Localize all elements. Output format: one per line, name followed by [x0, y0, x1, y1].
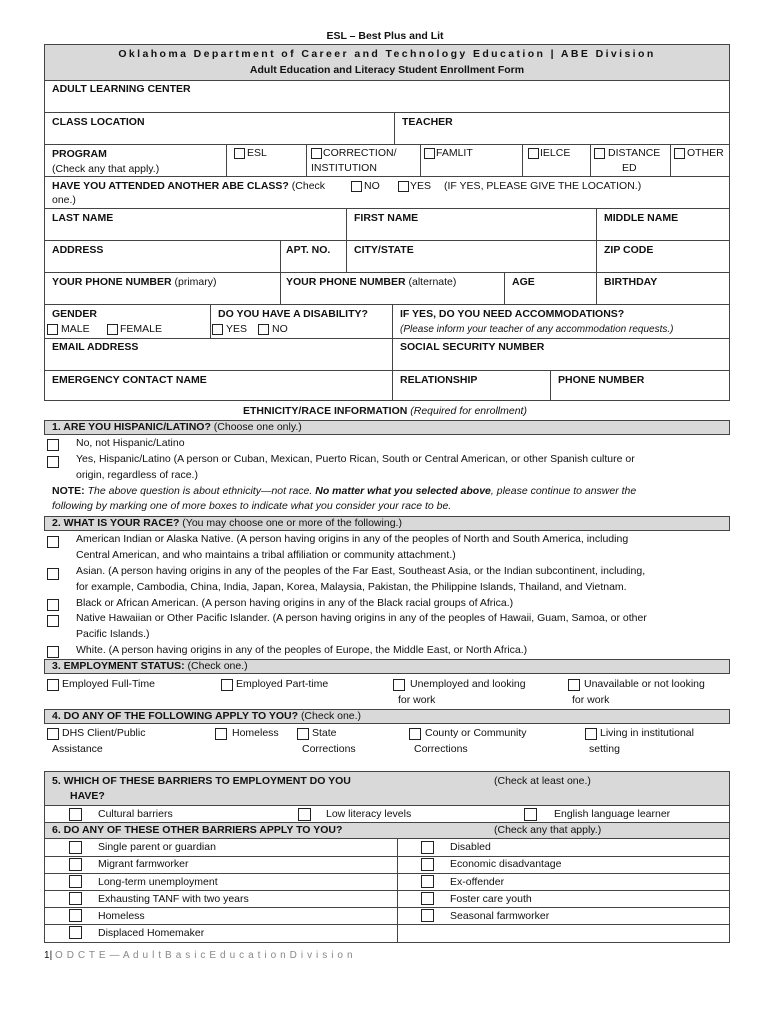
race-asian-label: Asian. (A person having origins in any of the peoples of the Far East, Southeast Asia, or the Indian subcontinent, including, — [76, 565, 646, 577]
document-title: ESL – Best Plus and Lit — [326, 30, 444, 42]
attended-label: HAVE YOU ATTENDED ANOTHER ABE CLASS? — [52, 180, 289, 192]
attended-location-note: (IF YES, PLEASE GIVE THE LOCATION.) — [444, 180, 642, 192]
english-learner-checkbox[interactable] — [524, 808, 537, 821]
footer-separator: | — [49, 950, 53, 961]
disability-no-label: NO — [272, 323, 288, 335]
q6-label: 6. DO ANY OF THESE OTHER BARRIERS APPLY TO YOU? — [52, 824, 343, 836]
race-pacific-islander-label: Native Hawaiian or Other Pacific Islander. (A person having origins in any of the peoples of Hawaii, Guam, Samoa, or other — [76, 612, 647, 624]
unavailable-label-cont: for work — [572, 694, 610, 706]
race-asian-label-cont: for example, Cambodia, China, India, Japan, Korea, Malaysia, Pakistan, the Philippine Islands, Thailand, and Vietnam. — [76, 581, 627, 593]
employed-full-time-label: Employed Full-Time — [62, 678, 155, 690]
unavailable-checkbox[interactable] — [568, 679, 580, 691]
race-asian-checkbox[interactable] — [47, 568, 59, 580]
form-name: Adult Education and Literacy Student Enrollment Form — [249, 64, 525, 76]
unemployed-looking-label: Unemployed and looking — [410, 678, 526, 690]
attended-no-label: NO — [364, 180, 380, 192]
q5-note: (Check at least one.) — [494, 775, 591, 787]
attended-yes-label: YES — [410, 180, 432, 192]
note-text-b: No matter what you selected above — [315, 485, 491, 497]
county-corrections-label-cont: Corrections — [414, 743, 468, 755]
ssn-label: SOCIAL SECURITY NUMBER — [400, 341, 545, 353]
program-label: PROGRAM — [52, 148, 107, 160]
page-number: 1 — [44, 950, 50, 961]
note-text-d: following by marking one of more boxes to indicate what you consider your race to be. — [52, 500, 452, 512]
distance-label: DISTANCE — [608, 147, 661, 159]
institutional-setting-checkbox[interactable] — [585, 728, 597, 740]
org-name: Oklahoma Department of Career and Technology Education | ABE Division — [118, 48, 656, 60]
ielce-checkbox[interactable] — [528, 148, 539, 159]
city-state-label: CITY/STATE — [354, 244, 414, 256]
economic-disadvantage-checkbox[interactable] — [421, 858, 434, 871]
female-checkbox[interactable] — [107, 324, 118, 335]
correction-checkbox[interactable] — [311, 148, 322, 159]
famlit-checkbox[interactable] — [424, 148, 435, 159]
low-literacy-checkbox[interactable] — [298, 808, 311, 821]
low-literacy-label: Low literacy levels — [326, 808, 412, 820]
disability-yes-label: YES — [226, 323, 248, 335]
race-american-indian-label-cont: Central American, and who maintains a tribal affiliation or community attachment.) — [76, 549, 456, 561]
county-corrections-label: County or Community — [425, 727, 527, 739]
cultural-barriers-label: Cultural barriers — [98, 808, 173, 820]
q3-label: 3. EMPLOYMENT STATUS: — [52, 660, 185, 672]
esl-checkbox[interactable] — [234, 148, 245, 159]
institution-label: INSTITUTION — [311, 162, 377, 174]
disability-label: DO YOU HAVE A DISABILITY? — [218, 308, 368, 320]
cultural-barriers-checkbox[interactable] — [69, 808, 82, 821]
birthday-label: BIRTHDAY — [604, 276, 658, 288]
race-american-indian-checkbox[interactable] — [47, 536, 59, 548]
displaced-homemaker-label: Displaced Homemaker — [98, 927, 205, 939]
race-pacific-islander-checkbox[interactable] — [47, 615, 59, 627]
distance-checkbox[interactable] — [594, 148, 605, 159]
esl-label: ESL — [247, 147, 267, 159]
homeless-barrier-label: Homeless — [98, 910, 145, 922]
adult-learning-center-label: ADULT LEARNING CENTER — [52, 83, 191, 95]
single-parent-checkbox[interactable] — [69, 841, 82, 854]
homeless-checkbox[interactable] — [215, 728, 227, 740]
famlit-label: FAMLIT — [436, 147, 473, 159]
seasonal-farmworker-label: Seasonal farmworker — [450, 910, 550, 922]
state-corrections-checkbox[interactable] — [297, 728, 309, 740]
gender-label: GENDER — [52, 308, 97, 320]
attended-note-2: one.) — [52, 194, 76, 206]
race-black-checkbox[interactable] — [47, 599, 59, 611]
long-term-unemployment-label: Long-term unemployment — [98, 876, 218, 888]
long-term-unemployment-checkbox[interactable] — [69, 875, 82, 888]
program-note: (Check any that apply.) — [52, 163, 160, 175]
middle-name-label: MIDDLE NAME — [604, 212, 679, 224]
teacher-label: TEACHER — [402, 116, 453, 128]
age-label: AGE — [512, 276, 535, 288]
q3-note: (Check one.) — [187, 660, 248, 672]
male-checkbox[interactable] — [47, 324, 58, 335]
email-label: EMAIL ADDRESS — [52, 341, 139, 353]
institutional-setting-label-cont: setting — [589, 743, 620, 755]
foster-care-checkbox[interactable] — [421, 892, 434, 905]
female-label: FEMALE — [120, 323, 163, 335]
hispanic-no-checkbox[interactable] — [47, 439, 59, 451]
distance-ed-label: ED — [622, 162, 637, 174]
disabled-checkbox[interactable] — [421, 841, 434, 854]
institutional-setting-label: Living in institutional — [600, 727, 694, 739]
ethnicity-heading: ETHNICITY/RACE INFORMATION — [243, 405, 408, 417]
homeless-label: Homeless — [232, 727, 279, 739]
apt-label: APT. NO. — [286, 244, 331, 256]
q4-label: 4. DO ANY OF THE FOLLOWING APPLY TO YOU? — [52, 710, 299, 722]
q6-note: (Check any that apply.) — [494, 824, 602, 836]
dhs-client-label-cont: Assistance — [52, 743, 103, 755]
disability-yes-checkbox[interactable] — [212, 324, 223, 335]
state-corrections-label: State — [312, 727, 337, 739]
dhs-client-checkbox[interactable] — [47, 728, 59, 740]
race-american-indian-label: American Indian or Alaska Native. (A person having origins in any of the peoples of North and South America, including — [76, 533, 629, 545]
unavailable-label: Unavailable or not looking — [584, 678, 705, 690]
hispanic-yes-label: Yes, Hispanic/Latino (A person or Cuban, Mexican, Puerto Rican, South or Central American, or other Spanish culture or — [76, 453, 635, 465]
page-footer — [44, 949, 353, 962]
hispanic-no-label: No, not Hispanic/Latino — [76, 437, 185, 449]
ex-offender-checkbox[interactable] — [421, 875, 434, 888]
correction-label: CORRECTION/ — [323, 147, 397, 159]
exhausting-tanf-label: Exhausting TANF with two years — [98, 893, 249, 905]
race-white-checkbox[interactable] — [47, 646, 59, 658]
disability-no-checkbox[interactable] — [258, 324, 269, 335]
q2-note: (You may choose one or more of the following.) — [182, 517, 402, 529]
q5-label-cont: HAVE? — [70, 790, 105, 802]
employed-full-time-checkbox[interactable] — [47, 679, 59, 691]
race-pacific-islander-label-cont: Pacific Islands.) — [76, 628, 150, 640]
race-white-label: White. (A person having origins in any of the peoples of Europe, the Middle East, or North Africa.) — [76, 644, 528, 656]
exhausting-tanf-checkbox[interactable] — [69, 892, 82, 905]
homeless-barrier-checkbox[interactable] — [69, 909, 82, 922]
attended-yes-checkbox[interactable] — [398, 181, 409, 192]
male-label: MALE — [61, 323, 90, 335]
relationship-label: RELATIONSHIP — [400, 374, 478, 386]
race-black-label: Black or African American. (A person having origins in any of the Black racial groups of Africa.) — [76, 597, 514, 609]
phone-number-label: PHONE NUMBER — [558, 374, 645, 386]
address-label: ADDRESS — [52, 244, 104, 256]
attended-note: (Check — [291, 180, 326, 192]
displaced-homemaker-checkbox[interactable] — [69, 926, 82, 939]
phone-primary-note: (primary) — [174, 276, 217, 288]
phone-primary-label: YOUR PHONE NUMBER — [52, 276, 172, 288]
note-text-c: , please continue to answer the — [490, 485, 637, 497]
attended-no-checkbox[interactable] — [351, 181, 362, 192]
note-text-a: The above question is about ethnicity—not race. — [87, 485, 313, 497]
migrant-farmworker-checkbox[interactable] — [69, 858, 82, 871]
emergency-contact-label: EMERGENCY CONTACT NAME — [52, 374, 207, 386]
phone-alt-label: YOUR PHONE NUMBER — [286, 276, 406, 288]
migrant-farmworker-label: Migrant farmworker — [98, 858, 189, 870]
accommodations-note: (Please inform your teacher of any accommodation requests.) — [400, 324, 674, 335]
footer-text: O D C T E — A d u l t B a s i c E d u c a t i o n D i v i s i o n — [54, 950, 354, 961]
note-label: NOTE: — [52, 485, 85, 497]
q5-label: 5. WHICH OF THESE BARRIERS TO EMPLOYMENT DO YOU — [52, 775, 351, 787]
county-corrections-checkbox[interactable] — [409, 728, 421, 740]
economic-disadvantage-label: Economic disadvantage — [450, 858, 562, 870]
employed-part-time-label: Employed Part-time — [236, 678, 329, 690]
unemployed-looking-checkbox[interactable] — [393, 679, 405, 691]
unemployed-looking-label-cont: for work — [398, 694, 436, 706]
q1-label: 1. ARE YOU HISPANIC/LATINO? — [52, 421, 211, 433]
hispanic-yes-label-cont: origin, regardless of race.) — [76, 469, 198, 481]
last-name-label: LAST NAME — [52, 212, 114, 224]
single-parent-label: Single parent or guardian — [98, 841, 216, 853]
accommodations-label: IF YES, DO YOU NEED ACCOMMODATIONS? — [400, 308, 625, 320]
zip-label: ZIP CODE — [604, 244, 654, 256]
class-location-label: CLASS LOCATION — [52, 116, 145, 128]
foster-care-label: Foster care youth — [450, 893, 532, 905]
english-learner-label: English language learner — [554, 808, 671, 820]
disabled-label: Disabled — [450, 841, 491, 853]
ielce-label: IELCE — [540, 147, 571, 159]
ethnicity-heading-note: (Required for enrollment) — [410, 405, 527, 417]
q1-note: (Choose one only.) — [213, 421, 302, 433]
state-corrections-label-cont: Corrections — [302, 743, 356, 755]
q2-label: 2. WHAT IS YOUR RACE? — [52, 517, 180, 529]
dhs-client-label: DHS Client/Public — [62, 727, 146, 739]
other-label: OTHER — [687, 147, 724, 159]
phone-alt-note: (alternate) — [408, 276, 457, 288]
ex-offender-label: Ex-offender — [450, 876, 505, 888]
first-name-label: FIRST NAME — [354, 212, 419, 224]
hispanic-yes-checkbox[interactable] — [47, 456, 59, 468]
employed-part-time-checkbox[interactable] — [221, 679, 233, 691]
q4-note: (Check one.) — [300, 710, 362, 722]
other-checkbox[interactable] — [674, 148, 685, 159]
seasonal-farmworker-checkbox[interactable] — [421, 909, 434, 922]
